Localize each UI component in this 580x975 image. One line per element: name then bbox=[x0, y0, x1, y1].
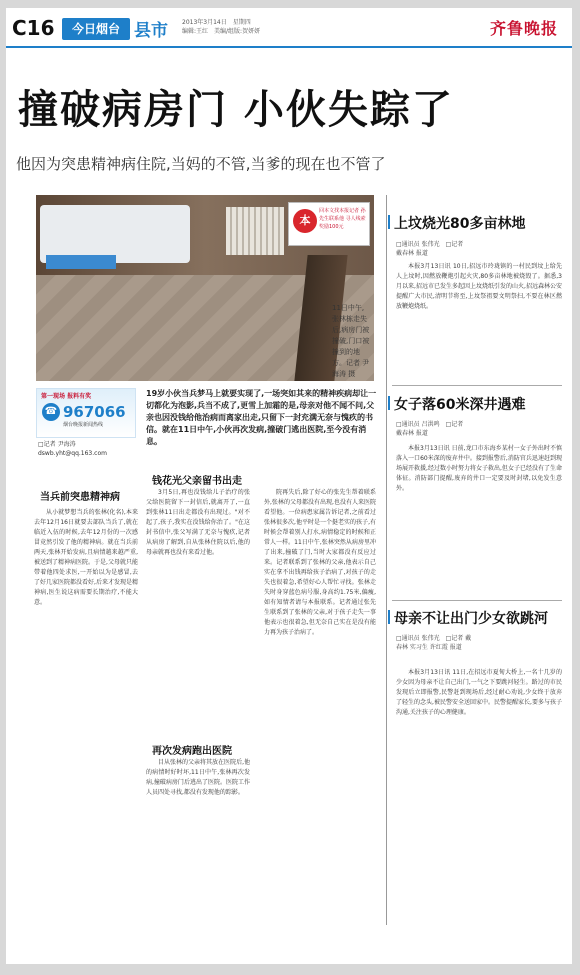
story-lead: 19岁小伙当兵梦马上就要实现了,一场突如其来的精神疾病却让一切都化为泡影,兵当不成了,更雪上加霜的是,母亲对他不闻不问,父亲也因没钱给他治病而离家出走,只留下一封充满无奈与愧疚的书信。就在11日中午,小伙再次发病,撞破门逃出医院,至今没有消息。 bbox=[146, 389, 377, 446]
body-paragraph: 目从张林的父亲将其放在医院后,他的病情时好时坏,11日中午,张林再次发病,撞破病房门后逃出了医院。医院工作人员四处寻找,都没有发现他的踪影。 bbox=[146, 759, 250, 796]
column-divider bbox=[386, 195, 387, 925]
photo-caption: 11日中午,张林栋走失后,病房门被撞破,门口被撞到的地方。记者 尹海涛 摄 bbox=[332, 304, 370, 378]
side-story-3-title: 母亲不让出门少女欲跳河 bbox=[394, 608, 548, 628]
section-title-3: 再次发病跑出医院 bbox=[152, 746, 232, 757]
page-number: C16 bbox=[12, 16, 55, 40]
section-title-1: 当兵前突患精神病 bbox=[40, 492, 120, 503]
side-separator-1 bbox=[392, 385, 562, 386]
hotline-subtitle: 烟台晚报新闻热线 bbox=[63, 422, 104, 428]
section-title-2: 钱花光父亲留书出走 bbox=[152, 476, 242, 487]
sub-headline: 他因为突患精神病住院,当妈的不管,当爹的现在也不管了 bbox=[16, 155, 386, 173]
side-paragraph: 本报3月13日讯 10日,招远市玲珑镇的一村民到坟上给先人上坟时,因燃放鞭炮引起火灾,80多亩林地被烧毁了。据悉,3月以来,招远市已发生多起因上坟烧纸引发的山火,招远森林公安提醒广大市民,清明节将至,上坟祭祖要文明祭扫,不要在林区燃放鞭炮烧纸。 bbox=[396, 263, 562, 310]
side-story-1-title: 上坟烧光80多亩林地 bbox=[394, 213, 525, 233]
badge-icon: 本 bbox=[293, 209, 317, 233]
issue-date: 2013年3月14日 星期四 bbox=[182, 19, 251, 26]
region-label: 县市 bbox=[134, 21, 168, 41]
body-paragraph: 从小就梦想当兵的张林(化名),本来去年12月16日就要去部队当兵了,就在临近入伍的时候,去年12月份的一次感冒竟然引发了他的精神病。就在当兵前两天,张林开始发病,且病情越来越严重,被送到了精神病医院。于是,父母就只能带着他四处求医,一开始以为是感冒,去了好几家医院都没看好,后来才发现是精神病,医生说这病需要长期治疗,不能大意。 bbox=[34, 509, 138, 606]
hotline-number: 967066 bbox=[63, 403, 126, 421]
side-separator-2 bbox=[392, 600, 562, 601]
body-column-1 bbox=[34, 508, 138, 728]
body-column-3 bbox=[264, 488, 376, 918]
phone-icon: ☎ bbox=[42, 403, 60, 421]
badge-text: 回本文找本报记者 孙先生联系他 寻人线索奖励100元 bbox=[319, 208, 366, 230]
body-column-2b bbox=[146, 758, 250, 918]
photo-bed-frame bbox=[46, 255, 116, 269]
main-headline: 撞破病房门 小伙失踪了 bbox=[18, 87, 454, 133]
editor-credits: 编辑:王红 美编/组版:贺妍妍 bbox=[182, 28, 261, 35]
body-paragraph: 院再失后,除了好心的张先生帮着联系外,张林的父母都没有出现,也没有人来医院看望他。一位病患家属告诉记者,之前看过张林很多次,他平时是一个挺老实的孩子,有时候会帮着别人打水,病情稳定的时候和正常人一样。11日中午,张林突然从病房里冲了出来,撞破了门,当时大家都没有反应过来。记者联系到了张林的父亲,他表示自己实在拿不出钱再给孩子治病了,对孩子的走失也很着急,希望好心人帮忙寻找。张林走失时身穿蓝色病号服,身高约1.75米,偏瘦,如有知情者请与本报联系。记者通过张先生联系到了张林的父亲,对于孩子走失一事他表示也很着急,但无奈自己实在是没有能力再为孩子治病了。 bbox=[264, 489, 376, 636]
newspaper-page bbox=[6, 8, 572, 964]
side-paragraph: 本报3月13日讯 日前,龙口市东海乡某村一女子外出时不慎落入一口60米深的废弃井中。接到报警后,消防官兵迅速赶到现场展开救援,经过数小时努力将女子救出,但女子已经没有了生命体征。消防部门提醒,废弃的井口一定要及时封堵,以免发生意外。 bbox=[396, 445, 562, 492]
page-header bbox=[6, 8, 572, 48]
side-story-1-body bbox=[396, 262, 562, 382]
side-story-2-title: 女子落60米深井遇难 bbox=[394, 394, 525, 414]
side-story-3-byline: □通讯员 张伟光 □记者 戴春林 实习生 许红霞 报道 bbox=[396, 635, 472, 651]
newspaper-logo: 齐鲁晚报 bbox=[489, 19, 558, 38]
header-divider bbox=[6, 46, 572, 48]
dateline bbox=[182, 18, 260, 36]
side-story-1-byline: □通讯员 张伟光 □记者 戴春林 报道 bbox=[396, 241, 464, 257]
side-story-3-body bbox=[396, 668, 562, 918]
hotline-slogan: 第一现场 报料有奖 bbox=[41, 393, 92, 400]
body-column-2 bbox=[146, 488, 250, 738]
news-hotline-ad bbox=[36, 388, 136, 438]
side-story-2-body bbox=[396, 444, 562, 594]
side-paragraph: 本报3月13日讯 11日,在招远市夏甸大桥上,一名十几岁的少女因为母亲不让自己出门,一气之下要跳河轻生。路过的市民发现后立即报警,民警赶到现场后,经过耐心劝说,少女终于放弃了轻生的念头,被民警安全送回家中。民警提醒家长,要多与孩子沟通,关注孩子的心理健康。 bbox=[396, 669, 562, 716]
photo-radiator bbox=[226, 207, 284, 255]
body-paragraph: 3月5日,再也没钱给儿子治疗的张父给医院留下一封信后,就离开了,一直到张林11日出走都没有出现过。"对不起了,孩子,我实在没钱给你治了。"在这封书信中,张父写满了无奈与愧疚,记者从病房了解到,自从张林住院以后,他的母亲就再也没有来看过他。 bbox=[146, 489, 250, 556]
reporter-contact: □记者 尹海涛 dswb.yht@qq.163.com bbox=[38, 441, 107, 457]
photo-badge bbox=[288, 202, 370, 246]
section-label: 今日烟台 bbox=[62, 18, 130, 40]
side-story-2-byline: □通讯员 吕洪鸣 □记者 戴春林 报道 bbox=[396, 421, 464, 437]
